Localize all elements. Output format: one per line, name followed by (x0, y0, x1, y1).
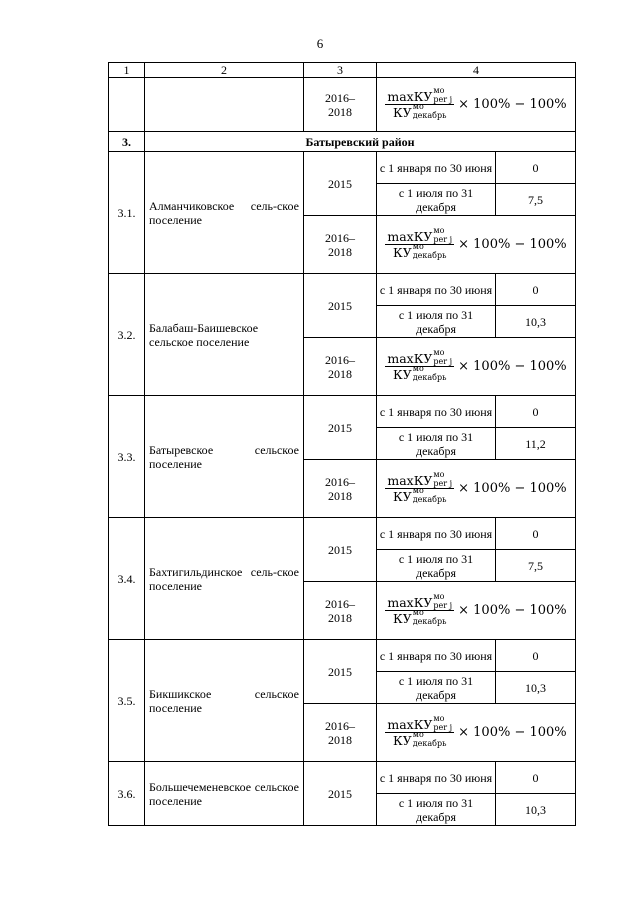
value-first-half: 0 (496, 518, 576, 550)
year-2015: 2015 (304, 396, 377, 460)
formula (381, 86, 571, 120)
period-second-half: с 1 июля по 31 декабря (377, 306, 496, 338)
formula-fraction (385, 348, 454, 382)
table-row (109, 640, 576, 672)
formula-fraction (385, 86, 454, 120)
settlement-name: Бахтигильдинское сель-ское поселение (145, 518, 304, 640)
formula-numerator: maxКУ мо per j (387, 226, 453, 244)
period-first-half: с 1 января по 30 июня (377, 274, 496, 306)
formula-denominator: КУ мо декабрь (393, 242, 447, 260)
formula-fraction (385, 470, 454, 504)
period-first-half: с 1 января по 30 июня (377, 518, 496, 550)
period-second-half: с 1 июля по 31 декабря (377, 672, 496, 704)
tariff-table (108, 62, 576, 826)
value-second-half: 7,5 (496, 184, 576, 216)
formula-rest: × 100% − 100% (458, 236, 567, 252)
continuation-num (109, 78, 145, 132)
table-row (109, 274, 576, 306)
section-title: Батыревский район (145, 132, 576, 152)
section-row (109, 132, 576, 152)
value-second-half: 10,3 (496, 794, 576, 826)
settlement-name: Алманчиковское сель-ское поселение (145, 152, 304, 274)
formula-denominator: КУ мо декабрь (393, 608, 447, 626)
settlement-name: Батыревское сельское поселение (145, 396, 304, 518)
value-second-half: 11,2 (496, 428, 576, 460)
year-2015: 2015 (304, 640, 377, 704)
header-col-4: 4 (377, 63, 576, 78)
year-2016-2018: 2016– 2018 (304, 460, 377, 518)
formula-denominator: КУ мо декабрь (393, 364, 447, 382)
formula-rest: × 100% − 100% (458, 602, 567, 618)
formula-cell (377, 216, 576, 274)
section-number: 3. (109, 132, 145, 152)
formula-fraction (385, 592, 454, 626)
formula-rest: × 100% − 100% (458, 480, 567, 496)
row-number: 3.5. (109, 640, 145, 762)
row-number: 3.6. (109, 762, 145, 826)
value-second-half: 10,3 (496, 306, 576, 338)
continuation-row (109, 78, 576, 132)
continuation-year: 2016– 2018 (304, 78, 377, 132)
formula-numerator: maxКУ мо per j (387, 348, 453, 366)
formula-denominator: КУ мо декабрь (393, 486, 447, 504)
value-second-half: 7,5 (496, 550, 576, 582)
formula-rest: × 100% − 100% (458, 358, 567, 374)
header-col-1: 1 (109, 63, 145, 78)
table-row (109, 152, 576, 184)
formula-rest: × 100% − 100% (458, 96, 567, 112)
period-first-half: с 1 января по 30 июня (377, 396, 496, 428)
row-number: 3.2. (109, 274, 145, 396)
period-second-half: с 1 июля по 31 декабря (377, 184, 496, 216)
formula (381, 470, 571, 504)
row-number: 3.4. (109, 518, 145, 640)
value-first-half: 0 (496, 274, 576, 306)
period-second-half: с 1 июля по 31 декабря (377, 428, 496, 460)
formula (381, 348, 571, 382)
value-second-half: 10,3 (496, 672, 576, 704)
period-second-half: с 1 июля по 31 декабря (377, 550, 496, 582)
value-first-half: 0 (496, 762, 576, 794)
table-row (109, 762, 576, 794)
formula (381, 714, 571, 748)
formula-rest: × 100% − 100% (458, 724, 567, 740)
year-2015: 2015 (304, 518, 377, 582)
formula-cell (377, 582, 576, 640)
row-number: 3.3. (109, 396, 145, 518)
year-2016-2018: 2016– 2018 (304, 582, 377, 640)
year-2015: 2015 (304, 762, 377, 826)
settlement-name: Большечеменевское сельское поселение (145, 762, 304, 826)
settlement-name: Балабаш-Баишевское сельское поселение (145, 274, 304, 396)
continuation-formula-cell (377, 78, 576, 132)
formula-numerator: maxКУ мо per j (387, 592, 453, 610)
period-second-half: с 1 июля по 31 декабря (377, 794, 496, 826)
value-first-half: 0 (496, 640, 576, 672)
year-2015: 2015 (304, 274, 377, 338)
formula (381, 592, 571, 626)
settlement-name: Бикшикское сельское поселение (145, 640, 304, 762)
year-2016-2018: 2016– 2018 (304, 216, 377, 274)
header-col-2: 2 (145, 63, 304, 78)
formula-numerator: maxКУ мо per j (387, 86, 453, 104)
table-row (109, 518, 576, 550)
continuation-name (145, 78, 304, 132)
row-number: 3.1. (109, 152, 145, 274)
year-2016-2018: 2016– 2018 (304, 704, 377, 762)
value-first-half: 0 (496, 152, 576, 184)
period-first-half: с 1 января по 30 июня (377, 640, 496, 672)
table-row (109, 396, 576, 428)
page-number: 6 (316, 36, 324, 51)
formula-cell (377, 338, 576, 396)
year-2016-2018: 2016– 2018 (304, 338, 377, 396)
formula (381, 226, 571, 260)
header-row (109, 63, 576, 78)
formula-numerator: maxКУ мо per j (387, 470, 453, 488)
formula-cell (377, 460, 576, 518)
formula-fraction (385, 226, 454, 260)
period-first-half: с 1 января по 30 июня (377, 762, 496, 794)
year-2015: 2015 (304, 152, 377, 216)
header-col-3: 3 (304, 63, 377, 78)
formula-cell (377, 704, 576, 762)
period-first-half: с 1 января по 30 июня (377, 152, 496, 184)
formula-denominator: КУ мо декабрь (393, 730, 447, 748)
formula-denominator: КУ мо декабрь (393, 102, 447, 120)
formula-fraction (385, 714, 454, 748)
value-first-half: 0 (496, 396, 576, 428)
formula-numerator: maxКУ мо per j (387, 714, 453, 732)
